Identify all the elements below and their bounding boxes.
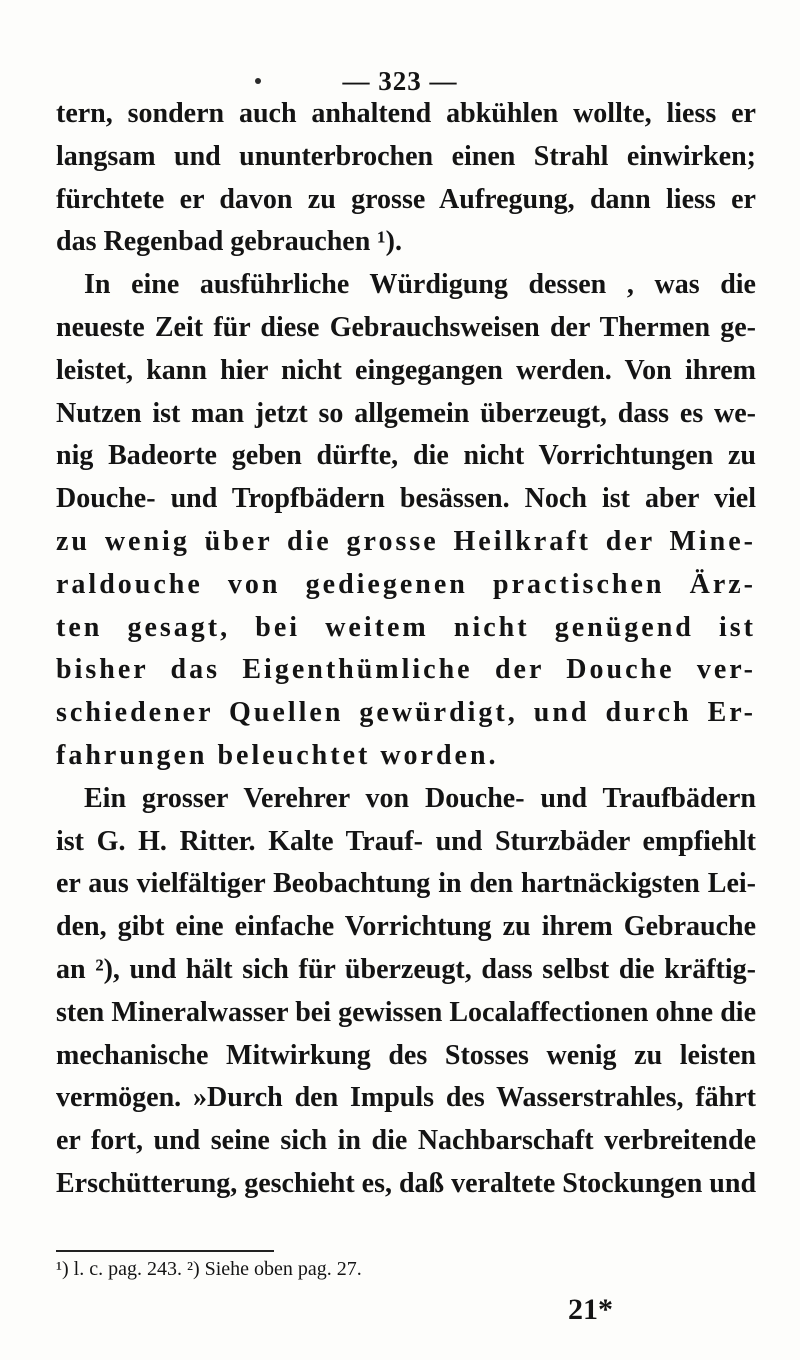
text-line: fahrungen beleuchtet worden. [56, 739, 499, 771]
text-line: raldouche von gediegenen practischen Ärz- [56, 568, 756, 600]
text-line: leistet, kann hier nicht eingegangen werden. Von ihrem [56, 354, 756, 386]
text-line: zu wenig über die grosse Heilkraft der Mine- [56, 525, 756, 557]
text-line: fürchtete er davon zu grosse Aufregung, dann liess er [56, 183, 756, 215]
text-line: das Regenbad gebrauchen ¹). [56, 226, 402, 258]
text-line: er fort, und seine sich in die Nachbarschaft verbreitende [56, 1125, 756, 1157]
text-line: In eine ausführliche Würdigung dessen , was die [84, 269, 756, 301]
text-line: vermögen. »Durch den Impuls des Wasserstrahles, fährt [56, 1082, 756, 1114]
text-line: an ²), und hält sich für überzeugt, dass selbst die kräftig- [56, 953, 756, 985]
text-line: schiedener Quellen gewürdigt, und durch Er- [56, 697, 756, 729]
text-line: tern, sondern auch anhaltend abkühlen wollte, liess er [56, 98, 756, 129]
text-line: Douche- und Tropfbädern besässen. Noch ist aber viel [56, 483, 756, 515]
text-line: neueste Zeit für diese Gebrauchsweisen der Thermen ge- [56, 311, 756, 343]
text-line: bisher das Eigenthümliche der Douche ver- [56, 654, 756, 686]
text-line: ten gesagt, bei weitem nicht genügend ist [56, 611, 756, 643]
text-line: Nutzen ist man jetzt so allgemein überzeugt, dass es we- [56, 397, 756, 429]
body-text [56, 93, 756, 1206]
text-line: mechanische Mitwirkung des Stosses wenig zu leisten [56, 1039, 756, 1071]
text-line: den, gibt eine einfache Vorrichtung zu ihrem Gebrauche [56, 911, 756, 943]
text-line: langsam und ununterbrochen einen Strahl einwirken; [56, 140, 756, 172]
text-line: nig Badeorte geben dürfte, die nicht Vorrichtungen zu [56, 440, 756, 472]
text-line: sten Mineralwasser bei gewissen Localaffectionen ohne die [56, 996, 756, 1028]
text-line: ist G. H. Ritter. Kalte Trauf- und Sturzbäder empfiehlt [56, 825, 756, 857]
text-line: er aus vielfältiger Beobachtung in den hartnäckigsten Lei- [56, 868, 756, 900]
signature-mark: 21* [568, 1293, 613, 1326]
footnotes: ¹) l. c. pag. 243. ²) Siehe oben pag. 27. [56, 1258, 362, 1280]
text-line: Erschütterung, geschieht es, daß veraltete Stockungen und [56, 1167, 757, 1199]
footnote-divider [56, 1250, 274, 1252]
page-number: — 323 — [342, 66, 458, 96]
ink-speck [255, 78, 261, 84]
text-line: Ein grosser Verehrer von Douche- und Traufbädern [84, 782, 756, 814]
